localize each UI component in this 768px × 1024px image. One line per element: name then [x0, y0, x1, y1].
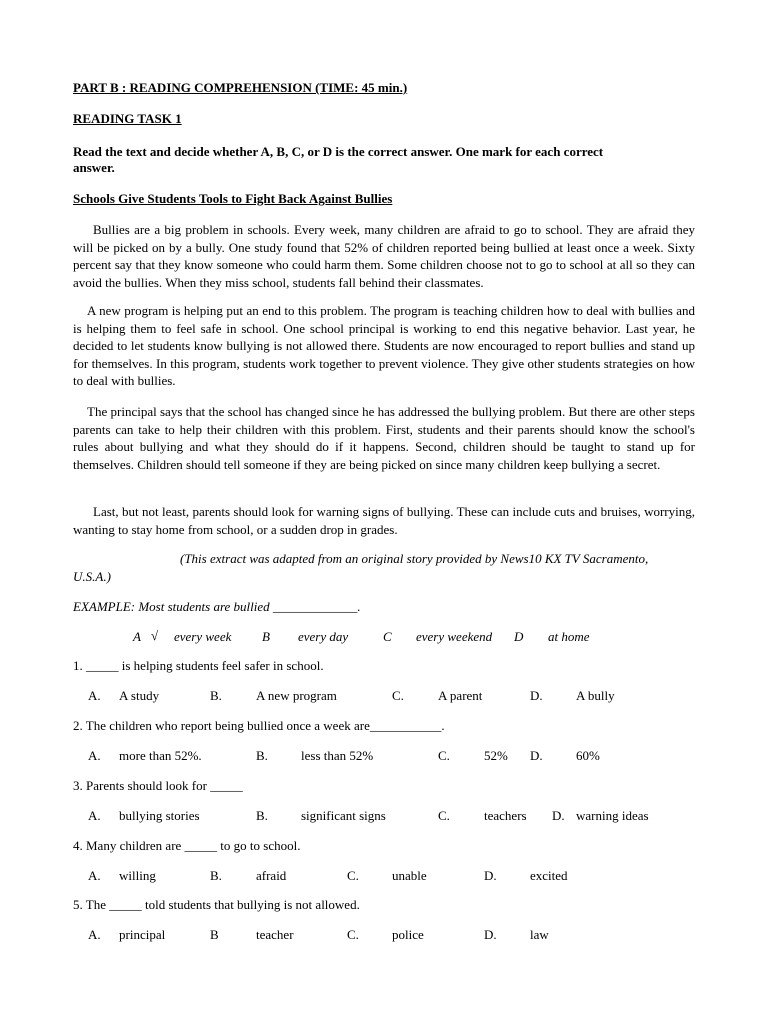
- q2-option-c-text: 52%: [484, 748, 508, 763]
- question-1-stem: 1. _____ is helping students feel safer in school.: [73, 658, 324, 673]
- article-title: Schools Give Students Tools to Fight Back Against Bullies: [73, 191, 393, 206]
- q5-option-d-letter: D.: [484, 927, 497, 942]
- q4-option-a-letter: A.: [88, 868, 101, 883]
- q4-option-c-text: unable: [392, 868, 427, 883]
- question-3-stem: 3. Parents should look for _____: [73, 778, 243, 793]
- q2-option-d-letter: D.: [530, 748, 543, 763]
- q2-option-b-letter: B.: [256, 748, 268, 763]
- q5-option-d-text: law: [530, 927, 549, 942]
- q1-option-b-text: A new program: [256, 688, 337, 703]
- example-option-b-text: every day: [298, 629, 349, 644]
- task-title: READING TASK 1: [73, 111, 182, 126]
- q4-option-a-text: willing: [119, 868, 156, 883]
- example-option-d-text: at home: [548, 629, 590, 644]
- q5-option-b-text: teacher: [256, 927, 294, 942]
- q3-option-d-text: warning ideas: [576, 808, 649, 823]
- q1-option-a-letter: A.: [88, 688, 101, 703]
- q2-option-a-text: more than 52%.: [119, 748, 202, 763]
- example-option-a-letter: A: [133, 629, 141, 644]
- q5-option-b-letter: B: [210, 927, 219, 942]
- article-paragraph-3: The principal says that the school has changed since he has addressed the bullying problem. But there are other steps parents can take to help their children with this problem. First, students and their parents should know the school's rules about bullying and what they should do if it happens. Second, children should be taught to stand up for themselves. Children should tell someone if they are being picked on since many children keep bullying a secret.: [73, 404, 695, 472]
- source-line2: U.S.A.): [73, 569, 111, 584]
- q4-option-d-letter: D.: [484, 868, 497, 883]
- q3-option-a-text: bullying stories: [119, 808, 200, 823]
- instructions-line1: Read the text and decide whether A, B, C, or D is the correct answer. One mark for each correct: [73, 144, 604, 159]
- source-line1: (This extract was adapted from an original story provided by News10 KX TV Sacramento,: [180, 551, 649, 566]
- q3-option-b-text: significant signs: [301, 808, 386, 823]
- q1-option-d-text: A bully: [576, 688, 615, 703]
- q5-option-a-letter: A.: [88, 927, 101, 942]
- q4-option-d-text: excited: [530, 868, 568, 883]
- q2-option-a-letter: A.: [88, 748, 101, 763]
- q3-option-b-letter: B.: [256, 808, 268, 823]
- part-title: PART B : READING COMPREHENSION (TIME: 45 min.): [73, 80, 408, 95]
- q5-option-c-text: police: [392, 927, 424, 942]
- q4-option-b-text: afraid: [256, 868, 287, 883]
- q5-option-a-text: principal: [119, 927, 166, 942]
- article-paragraph-1: Bullies are a big problem in schools. Every week, many children are afraid to go to school. They are afraid they will be picked on by a bully. One study found that 52% of children reported being bullied at least once a week. Sixty percent say that they know someone who could harm them. Some children choose not to go to school at all so they can avoid the bullies. When they miss school, students fall behind their classmates.: [73, 222, 695, 290]
- example-option-a-text: every week: [174, 629, 232, 644]
- q3-option-c-letter: C.: [438, 808, 450, 823]
- instructions-line2: answer.: [73, 160, 115, 175]
- example-option-c-text: every weekend: [416, 629, 493, 644]
- question-4-stem: 4. Many children are _____ to go to school.: [73, 838, 301, 853]
- example-option-c-letter: C: [383, 629, 392, 644]
- q1-option-c-text: A parent: [438, 688, 483, 703]
- example-option-b-letter: B: [262, 629, 270, 644]
- q1-option-a-text: A study: [119, 688, 160, 703]
- q2-option-b-text: less than 52%: [301, 748, 374, 763]
- example-option-d-letter: D: [514, 629, 524, 644]
- q1-option-b-letter: B.: [210, 688, 222, 703]
- q4-option-b-letter: B.: [210, 868, 222, 883]
- q1-option-c-letter: C.: [392, 688, 404, 703]
- q3-option-d-letter: D.: [552, 808, 565, 823]
- q1-option-d-letter: D.: [530, 688, 543, 703]
- q5-option-c-letter: C.: [347, 927, 359, 942]
- question-5-stem: 5. The _____ told students that bullying is not allowed.: [73, 897, 360, 912]
- question-2-stem: 2. The children who report being bullied once a week are___________.: [73, 718, 445, 733]
- q3-option-a-letter: A.: [88, 808, 101, 823]
- article-paragraph-4: Last, but not least, parents should look for warning signs of bullying. These can include cuts and bruises, worrying, wanting to stay home from school, or a sudden drop in grades.: [73, 504, 695, 537]
- checkmark-icon: √: [151, 628, 159, 643]
- article-paragraph-2: A new program is helping put an end to this problem. The program is teaching children how to deal with bullies and is helping them to feel safe in school. One school principal is working to end this negative behavior. Last year, he decided to let students know bullying is not allowed there. Students are now encouraged to report bullies and stand up for themselves. In this program, students work together to prevent violence. They give other students strategies on how to deal with bullies.: [73, 303, 695, 389]
- q2-option-d-text: 60%: [576, 748, 600, 763]
- q3-option-c-text: teachers: [484, 808, 527, 823]
- example-stem: EXAMPLE: Most students are bullied _____________.: [73, 599, 361, 614]
- q2-option-c-letter: C.: [438, 748, 450, 763]
- q4-option-c-letter: C.: [347, 868, 359, 883]
